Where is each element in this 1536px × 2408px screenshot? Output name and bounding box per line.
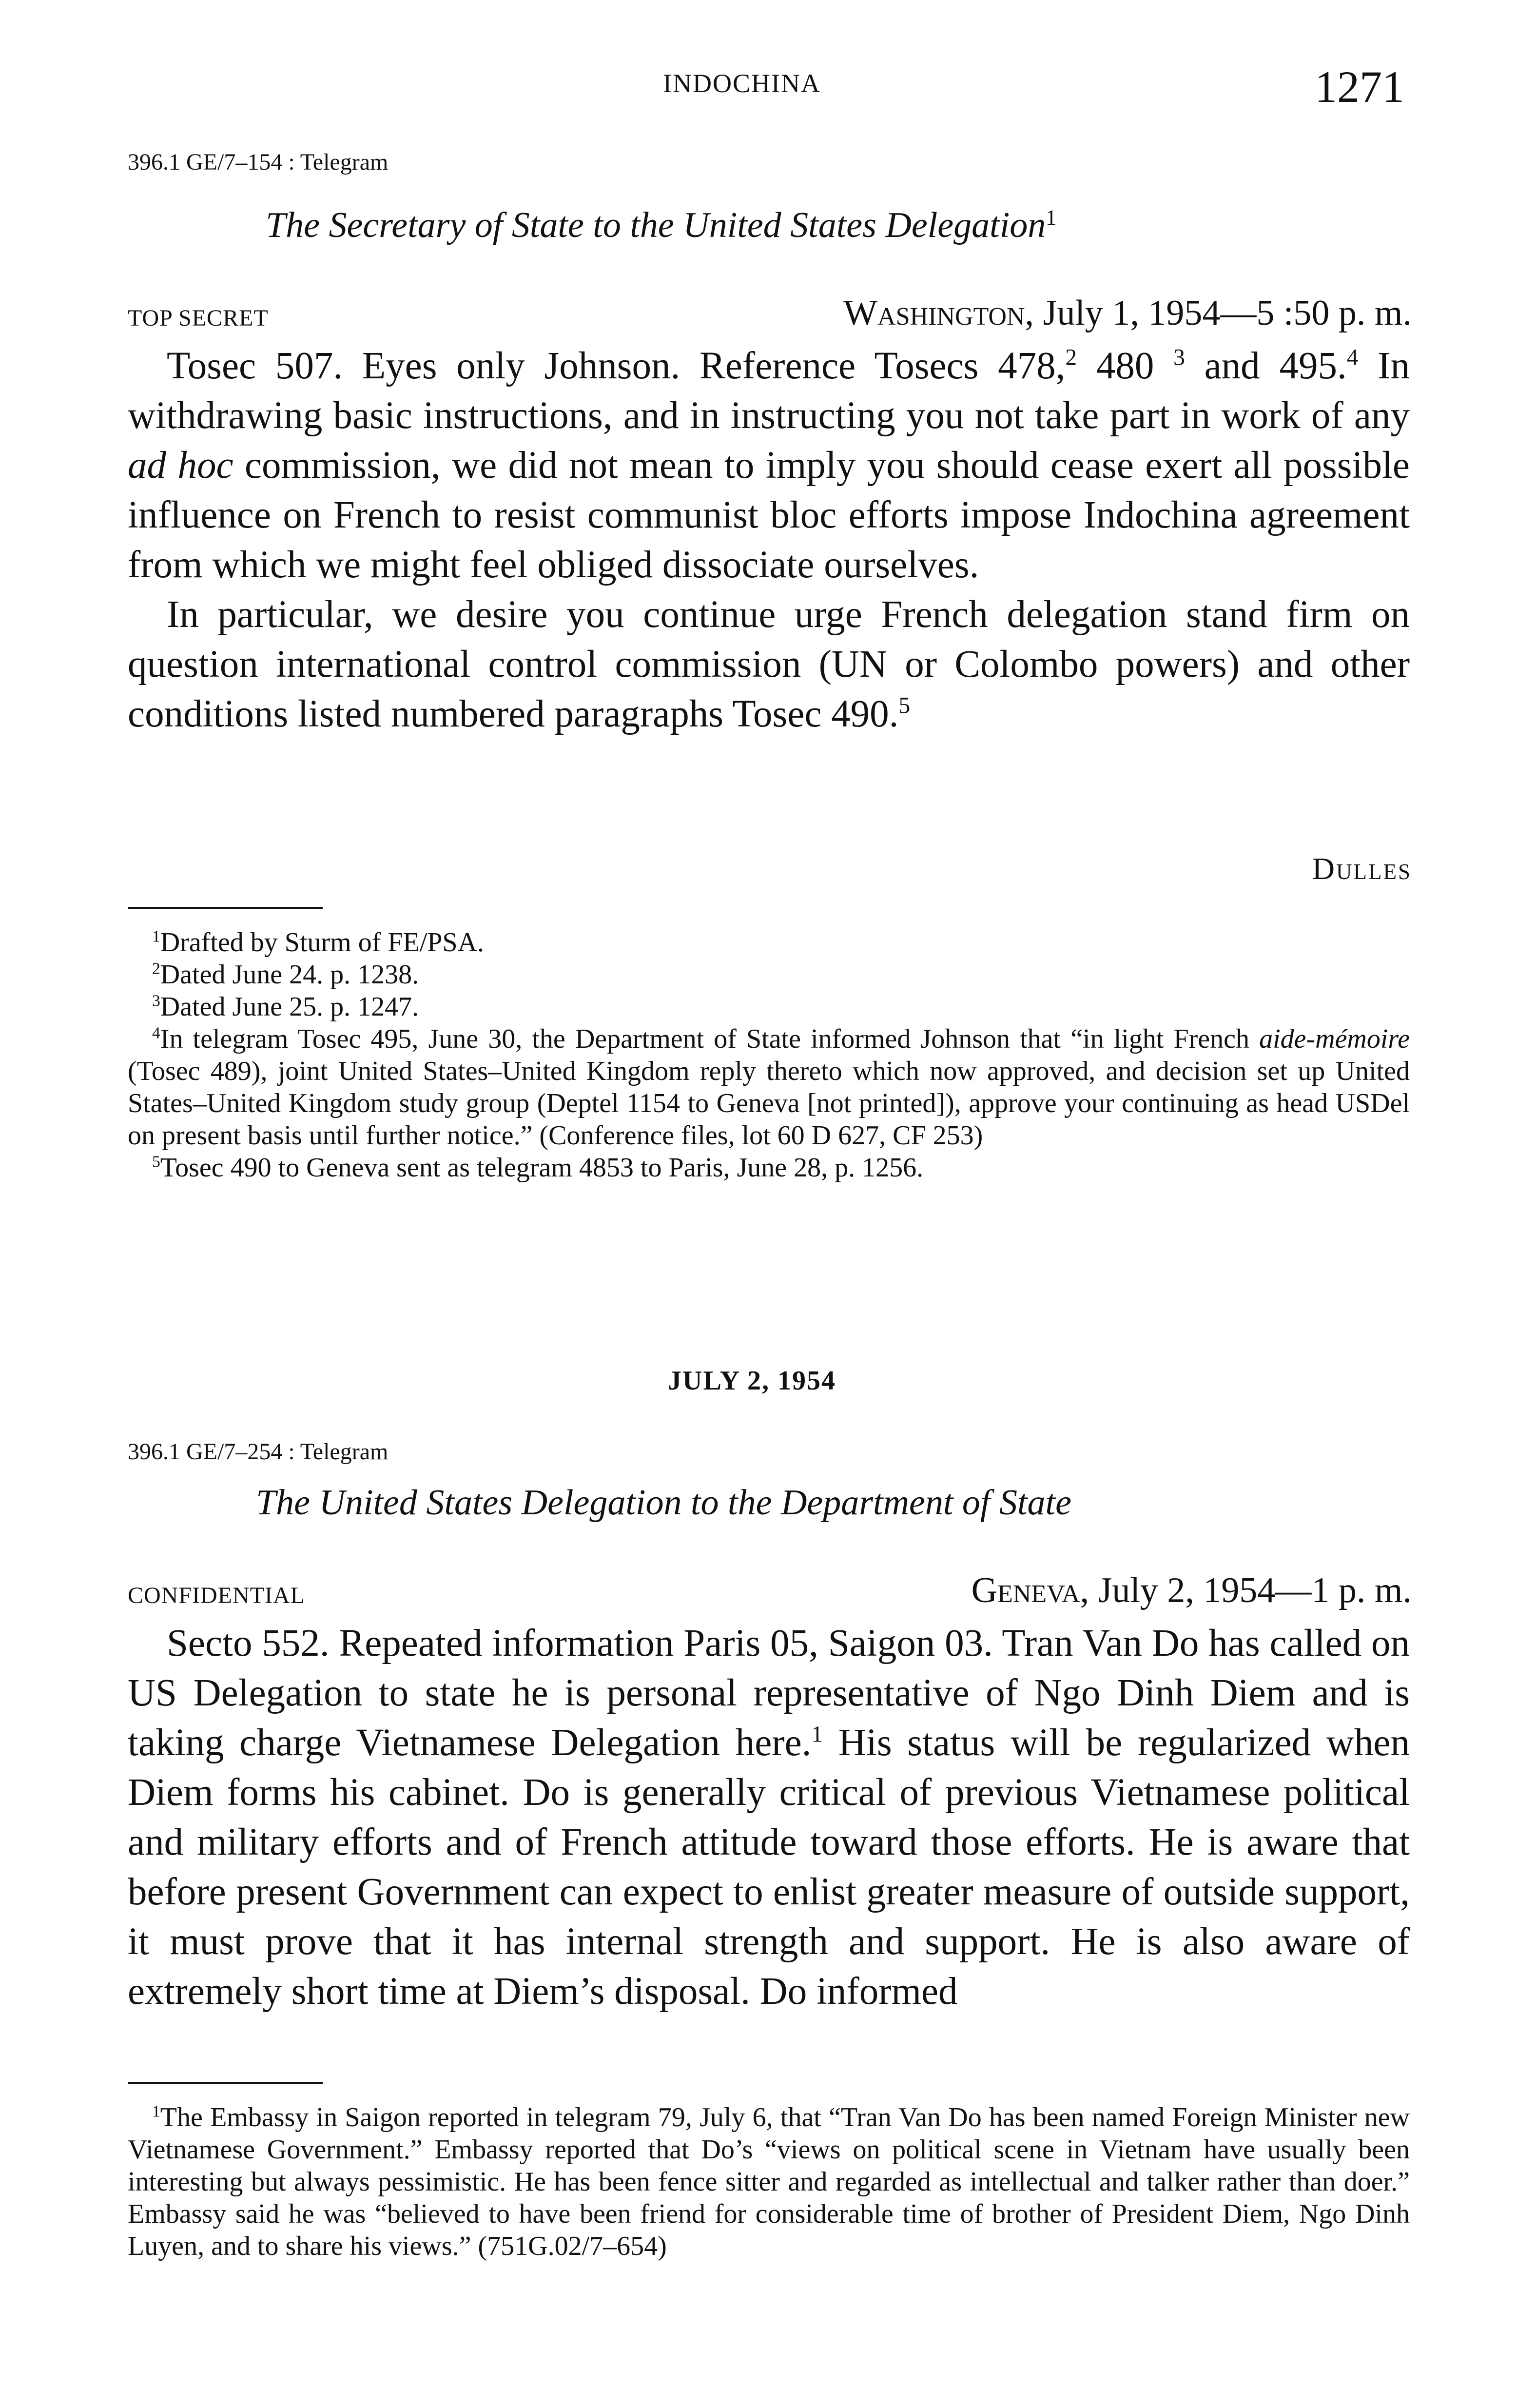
doc1-paragraph-1: Tosec 507. Eyes only Johnson. Reference Tosecs 478,$^2$ 480 $^3$ and 495.$^4$ In withdrawing basic instructions, and in instructing you not take part in work of any ad hoc commission, we did not mean to imply you should cease exert all possible influence on French to resist communist bloc efforts impose Indochina agreement from which we might feel obliged dissociate ourselves. [128,345,1410,586]
doc1-footnotes [128,926,1410,1184]
page-number: 1271 [1315,62,1404,112]
footnote-1: $^1$Drafted by Sturm of FE/PSA. [152,927,485,958]
doc2-file-number: 396.1 GE/7–254 : Telegram [128,1439,389,1465]
doc2-body [128,1619,1410,2016]
date-header: JULY 2, 1954 [668,1366,836,1396]
doc2-footnote-divider [128,2082,323,2084]
doc1-signature: Dulles [1312,851,1412,886]
doc1-paragraph-2: In particular, we desire you continue urge French delegation stand firm on question international control commission (UN or Colombo powers) and other conditions listed numbered paragraphs Tosec 490.$^5$ [128,593,1410,735]
footnote-5: $^5$Tosec 490 to Geneva sent as telegram 4853 to Paris, June 28, p. 1256. [152,1153,924,1183]
doc2-paragraph-1: Secto 552. Repeated information Paris 05, Saigon 03. Tran Van Do has called on US Delegation to state he is personal representative of Ngo Dinh Diem and is taking charge Vietnamese Delegation here.$^1$ His status will be regularized when Diem forms his cabinet. Do is generally critical of previous Vietnamese political and military efforts and of French attitude toward those efforts. He is aware that before present Government can expect to enlist greater measure of outside support, it must prove that it has internal strength and support. He is also aware of extremely short time at Diem’s disposal. Do informed [128,1622,1410,2013]
doc2-dateline [972,1570,1412,1611]
footnote-4: $^4$In telegram Tosec 495, June 30, the Department of State informed Johnson that “in light French aide-mémoire (Tosec 489), joint United States–United Kingdom reply thereto which now approved, and decision set up United States–United Kingdom study group (Deptel 1154 to Geneva [not printed]), approve your continuing as head USDel on present basis until further notice.” (Conference files, lot 60 D 627, CF 253) [128,1024,1410,1151]
doc1-dateline [843,293,1412,334]
doc2-place: Geneva [971,1570,1080,1610]
running-title: INDOCHINA [663,69,821,98]
footnote-2: $^2$Dated June 24. p. 1238. [152,959,419,990]
doc1-heading-footnote-ref: 1 [1046,205,1057,230]
doc2-classification: CONFIDENTIAL [128,1583,305,1608]
doc1-classification: TOP SECRET [128,305,269,331]
doc1-heading [266,205,1056,246]
doc2-footnote-1: $^1$The Embassy in Saigon reported in telegram 79, July 6, that “Tran Van Do has been named Foreign Minister new Vietnamese Government.” Embassy reported that Do’s “views on political scene in Vietnam have usually been interesting but always pessimistic. He has been fence sitter and regarded as intellectual and talker rather than doer.” Embassy said he was “believed to have been friend for considerable time of brother of President Diem, Ngo Dinh Luyen, and to share his views.” (751G.02/7–654) [128,2102,1410,2261]
doc2-footnotes [128,2101,1410,2262]
doc2-date: , July 2, 1954—1 p. m. [1080,1570,1412,1610]
doc1-body [128,341,1410,739]
doc1-footnote-divider [128,907,323,909]
doc2-heading: The United States Delegation to the Department of State [256,1483,1071,1523]
doc1-heading-text: The Secretary of State to the United States Delegation [266,205,1046,245]
footnote-3: $^3$Dated June 25. p. 1247. [152,992,419,1022]
doc1-place: Washington [843,293,1025,333]
doc1-date: , July 1, 1954—5 :50 p. m. [1025,293,1412,333]
doc1-file-number: 396.1 GE/7–154 : Telegram [128,149,389,175]
